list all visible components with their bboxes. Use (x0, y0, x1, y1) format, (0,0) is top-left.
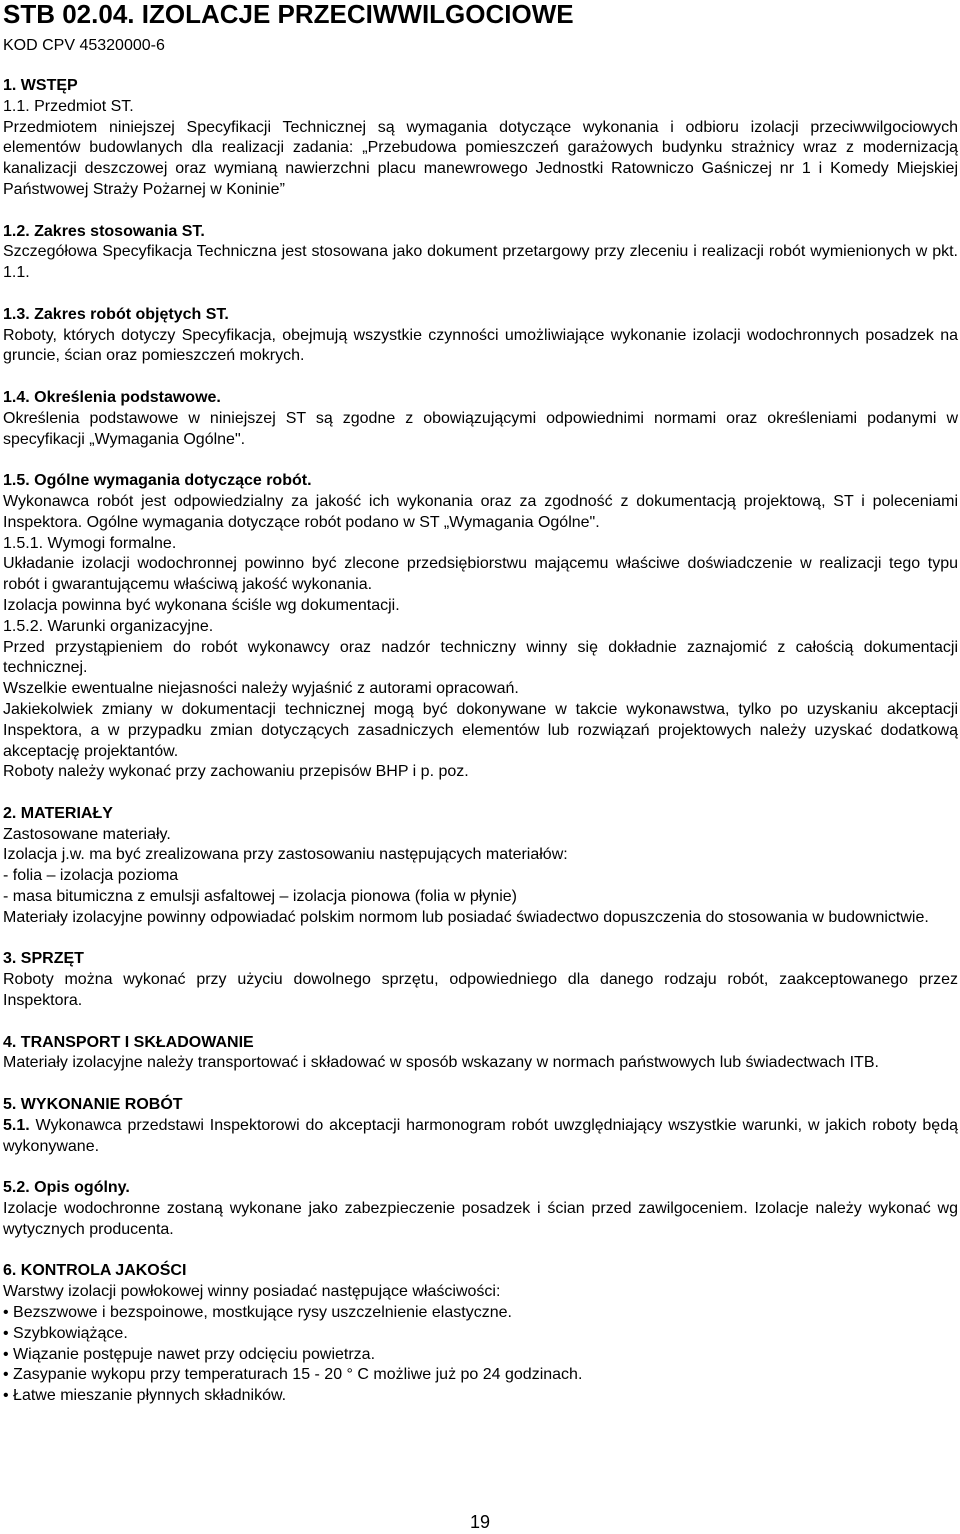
paragraph-1-5-1-a: Układanie izolacji wodochronnej powinno być zlecone przedsiębiorstwu mającemu właściwe doświadczenie w realizacji tego typu robót i gwarantującemu właściwą jakość wykonania. (3, 555, 958, 594)
materials-line-5: Materiały izolacyjne powinny odpowiadać polskim normom lub posiadać świadectwo dopuszczenia do stosowania w budownictwie. (3, 908, 929, 926)
page-number: 19 (469, 1512, 491, 1532)
paragraph-1-3: Roboty, których dotyczy Specyfikacja, obejmują wszystkie czynności umożliwiające wykonanie izolacji wodochronnych posadzek na gruncie, ścian oraz pomieszczeń mokrych. (3, 326, 958, 365)
materials-line-4: - masa bitumiczna z emulsji asfaltowej – izolacja pionowa (folia w płynie) (3, 888, 517, 906)
document-title: STB 02.04. IZOLACJE PRZECIWWILGOCIOWE (3, 0, 574, 28)
subsection-1-2-heading: 1.2. Zakres stosowania ST. (3, 222, 205, 240)
cpv-code: KOD CPV 45320000-6 (3, 37, 165, 54)
section-5-heading: 5. WYKONANIE ROBÓT (3, 1096, 183, 1114)
paragraph-1-5-1-b: Izolacja powinna być wykonana ściśle wg dokumentacji. (3, 596, 400, 614)
paragraph-5-1-text: Wykonawca przedstawi Inspektorowi do akceptacji harmonogram robót uwzględniający wszystkie warunki, w jakich roboty będą wykonywane. (3, 1116, 958, 1155)
paragraph-5-2: Izolacje wodochronne zostaną wykonane jako zabezpieczenie posadzek i ścian przed zawilgoceniem. Izolacje należy wykonać wg wytycznych producenta. (3, 1200, 958, 1238)
paragraph-1-5-2-b: Wszelkie ewentualne niejasności należy wyjaśnić z autorami opracowań. (3, 680, 519, 698)
paragraph-4: Materiały izolacyjne należy transportować i składować w sposób wskazany w normach państwowych lub świadectwach ITB. (3, 1054, 879, 1072)
quality-intro: Warstwy izolacji powłokowej winny posiadać następujące właściwości: (3, 1283, 501, 1301)
paragraph-1-5-2-c: Jakiekolwiek zmiany w dokumentacji technicznej mogą być dokonywane w takcie wykonawstwa, tylko po uzyskaniu akceptacji Inspektora, a w przypadku zmian dotyczących zasadniczych elementów lub rozwiązań projektowych należy uzyskać dodatkową akceptację projektantów. (3, 700, 958, 760)
materials-line-2: Izolacja j.w. ma być zrealizowana przy zastosowaniu następujących materiałów: (3, 846, 568, 864)
paragraph-3: Roboty można wykonać przy użyciu dowolnego sprzętu, odpowiedniego dla danego rodzaju robót, zaakceptowanego przez Inspektora. (3, 971, 958, 1010)
section-3-heading: 3. SPRZĘT (3, 950, 84, 968)
subsection-1-3-heading: 1.3. Zakres robót objętych ST. (3, 305, 229, 323)
subsection-1-1-heading: 1.1. Przedmiot ST. (3, 97, 134, 115)
section-2-heading: 2. MATERIAŁY (3, 804, 113, 822)
paragraph-1-5-2-d: Roboty należy wykonać przy zachowaniu przepisów BHP i p. poz. (3, 763, 469, 781)
section-1-heading: 1. WSTĘP (3, 77, 78, 94)
paragraph-1-5: Wykonawca robót jest odpowiedzialny za jakość ich wykonania oraz za zgodność z dokumentacją projektową, ST i poleceniami Inspektora. Ogólne wymagania dotyczące robót podano w ST „Wymagania Ogólne". (3, 492, 958, 531)
section-6-heading: 6. KONTROLA JAKOŚCI (3, 1262, 187, 1280)
section-4-heading: 4. TRANSPORT I SKŁADOWANIE (3, 1033, 254, 1051)
subsection-1-5-1-heading: 1.5.1. Wymogi formalne. (3, 534, 177, 552)
materials-line-1: Zastosowane materiały. (3, 825, 171, 843)
list-item: • Szybkowiążące. (3, 1324, 128, 1342)
list-item: • Łatwe mieszanie płynnych składników. (3, 1387, 287, 1405)
subsection-1-5-heading: 1.5. Ogólne wymagania dotyczące robót. (3, 472, 312, 490)
paragraph-5-1-number: 5.1. (3, 1116, 30, 1134)
subsection-1-4-heading: 1.4. Określenia podstawowe. (3, 388, 221, 406)
paragraph-1-2: Szczegółowa Specyfikacja Techniczna jest stosowana jako dokument przetargowy przy zleceniu i realizacji robót wymienionych w pkt. 1.1. (3, 243, 958, 282)
paragraph-1-5-2-a: Przed przystąpieniem do robót wykonawcy oraz nadzór techniczny winny się dokładnie zaznajomić z całością dokumentacji technicznej. (3, 638, 958, 677)
paragraph-1-4: Określenia podstawowe w niniejszej ST są zgodne z obowiązującymi odpowiednimi normami oraz określeniami podanymi w specyfikacji „Wymagania Ogólne". (3, 409, 958, 448)
materials-line-3: - folia – izolacja pozioma (3, 867, 179, 885)
list-item: • Wiązanie postępuje nawet przy odcięciu powietrza. (3, 1345, 376, 1363)
subsection-1-5-2-heading: 1.5.2. Warunki organizacyjne. (3, 617, 214, 635)
list-item: • Zasypanie wykopu przy temperaturach 15 - 20 ° C możliwe już po 24 godzinach. (3, 1366, 583, 1384)
paragraph-1-1: Przedmiotem niniejszej Specyfikacji Technicznej są wymagania dotyczące wykonania i odbioru izolacji przeciwwilgociowych elementów budowlanych dla realizacji zadania: „Przebudowa pomieszczeń garażowych budynku strażnicy wraz z modernizacją kanalizacji deszczowej oraz wymianą nawierzchni placu manewrowego Jednostki Ratowniczo Gaśniczej nr 1 i Komedy Miejskiej Państwowej Straży Pożarnej w Koninie” (3, 118, 958, 198)
list-item: • Bezszwowe i bezspoinowe, mostkujące rysy uszczelnienie elastyczne. (3, 1304, 512, 1322)
paragraph-5-1 (3, 1116, 958, 1158)
subsection-5-2-heading: 5.2. Opis ogólny. (3, 1179, 130, 1197)
document-page (3, 0, 958, 1407)
